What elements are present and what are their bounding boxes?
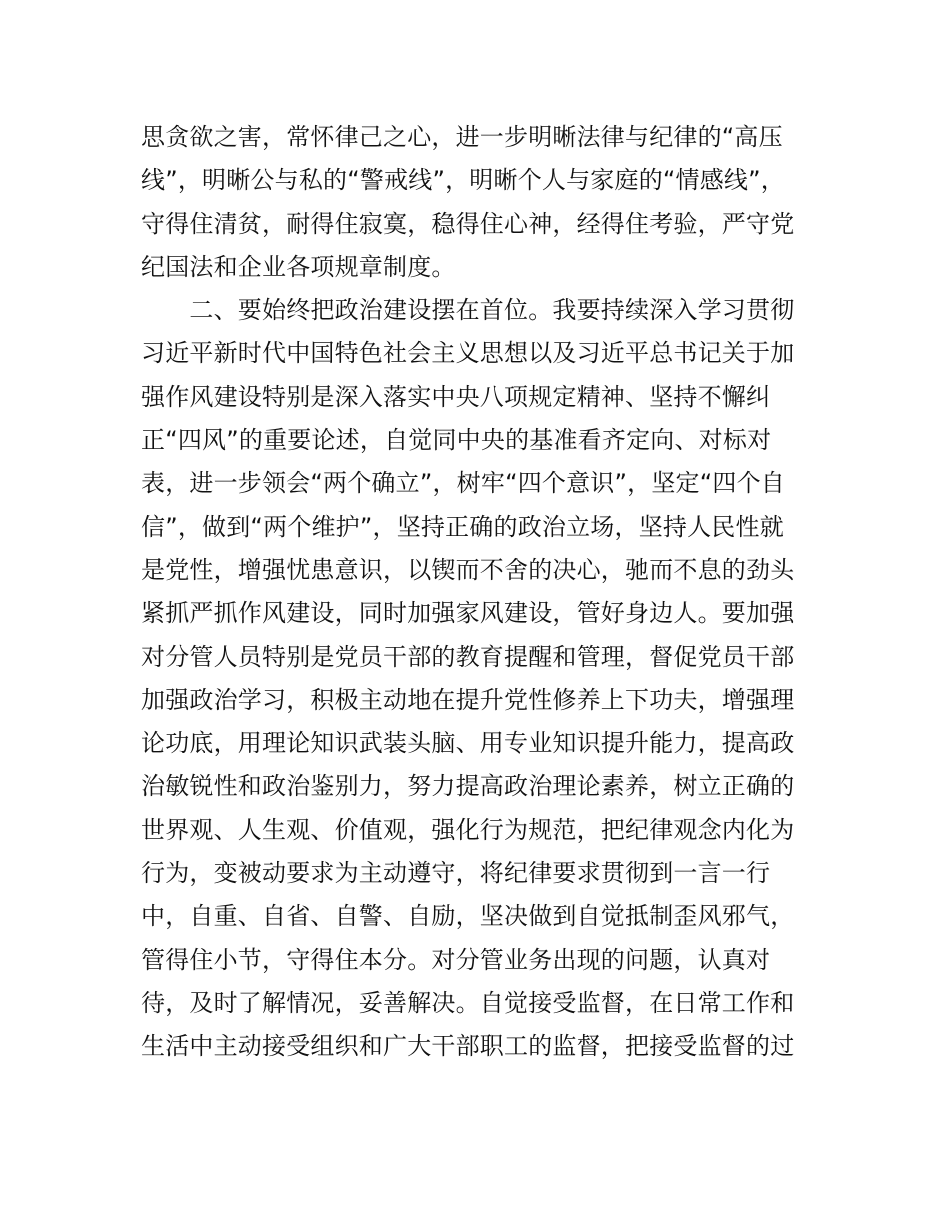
text-line: 行为，变被动要求为主动遵守，将纪律要求贯彻到一言一行 bbox=[141, 859, 771, 888]
text-line: 纪国法和企业各项规章制度。 bbox=[141, 252, 456, 281]
text-line: 是党性，增强忧患意识，以锲而不舍的决心，驰而不息的劲头 bbox=[141, 555, 795, 584]
text-line: 信”，做到“两个维护”，坚持正确的政治立场，坚持人民性就 bbox=[141, 512, 784, 541]
text-line: 生活中主动接受组织和广大干部职工的监督，把接受监督的过 bbox=[141, 1032, 795, 1061]
text-line: 治敏锐性和政治鉴别力，努力提高政治理论素养，树立正确的 bbox=[141, 772, 795, 801]
text-line: 守得住清贫，耐得住寂寞，稳得住心神，经得住考验，严守党 bbox=[141, 209, 795, 238]
text-line: 管得住小节，守得住本分。对分管业务出现的问题，认真对 bbox=[141, 945, 771, 974]
text-line: 紧抓严抓作风建设，同时加强家风建设，管好身边人。要加强 bbox=[141, 599, 795, 628]
text-line: 论功底，用理论知识武装头脑、用专业知识提升能力，提高政 bbox=[141, 729, 795, 758]
text-line: 表，进一步领会“两个确立”，树牢“四个意识”，坚定“四个自 bbox=[141, 469, 785, 498]
text-line: 强作风建设特别是深入落实中央八项规定精神、坚持不懈纠 bbox=[141, 382, 771, 411]
text-line: 对分管人员特别是党员干部的教育提醒和管理，督促党员干部 bbox=[141, 642, 795, 671]
document-body bbox=[141, 116, 813, 1069]
section-heading-line: 二、要始终把政治建设摆在首位。我要持续深入学习贯彻 bbox=[141, 296, 795, 325]
text-line: 思贪欲之害，常怀律己之心，进一步明晰法律与纪律的“高压 bbox=[141, 123, 783, 151]
text-line: 线”，明晰公与私的“警戒线”，明晰个人与家庭的“情感线”， bbox=[141, 166, 785, 195]
text-line: 待，及时了解情况，妥善解决。自觉接受监督，在日常工作和 bbox=[141, 988, 795, 1017]
text-line: 习近平新时代中国特色社会主义思想以及习近平总书记关于加 bbox=[141, 339, 795, 368]
text-line: 加强政治学习，积极主动地在提升党性修养上下功夫，增强理 bbox=[141, 685, 795, 714]
text-line: 世界观、人生观、价值观，强化行为规范，把纪律观念内化为 bbox=[141, 815, 795, 844]
text-line: 中，自重、自省、自警、自励，坚决做到自觉抵制歪风邪气， bbox=[141, 902, 795, 931]
text-line: 正“四风”的重要论述，自觉同中央的基准看齐定向、对标对 bbox=[141, 426, 772, 455]
